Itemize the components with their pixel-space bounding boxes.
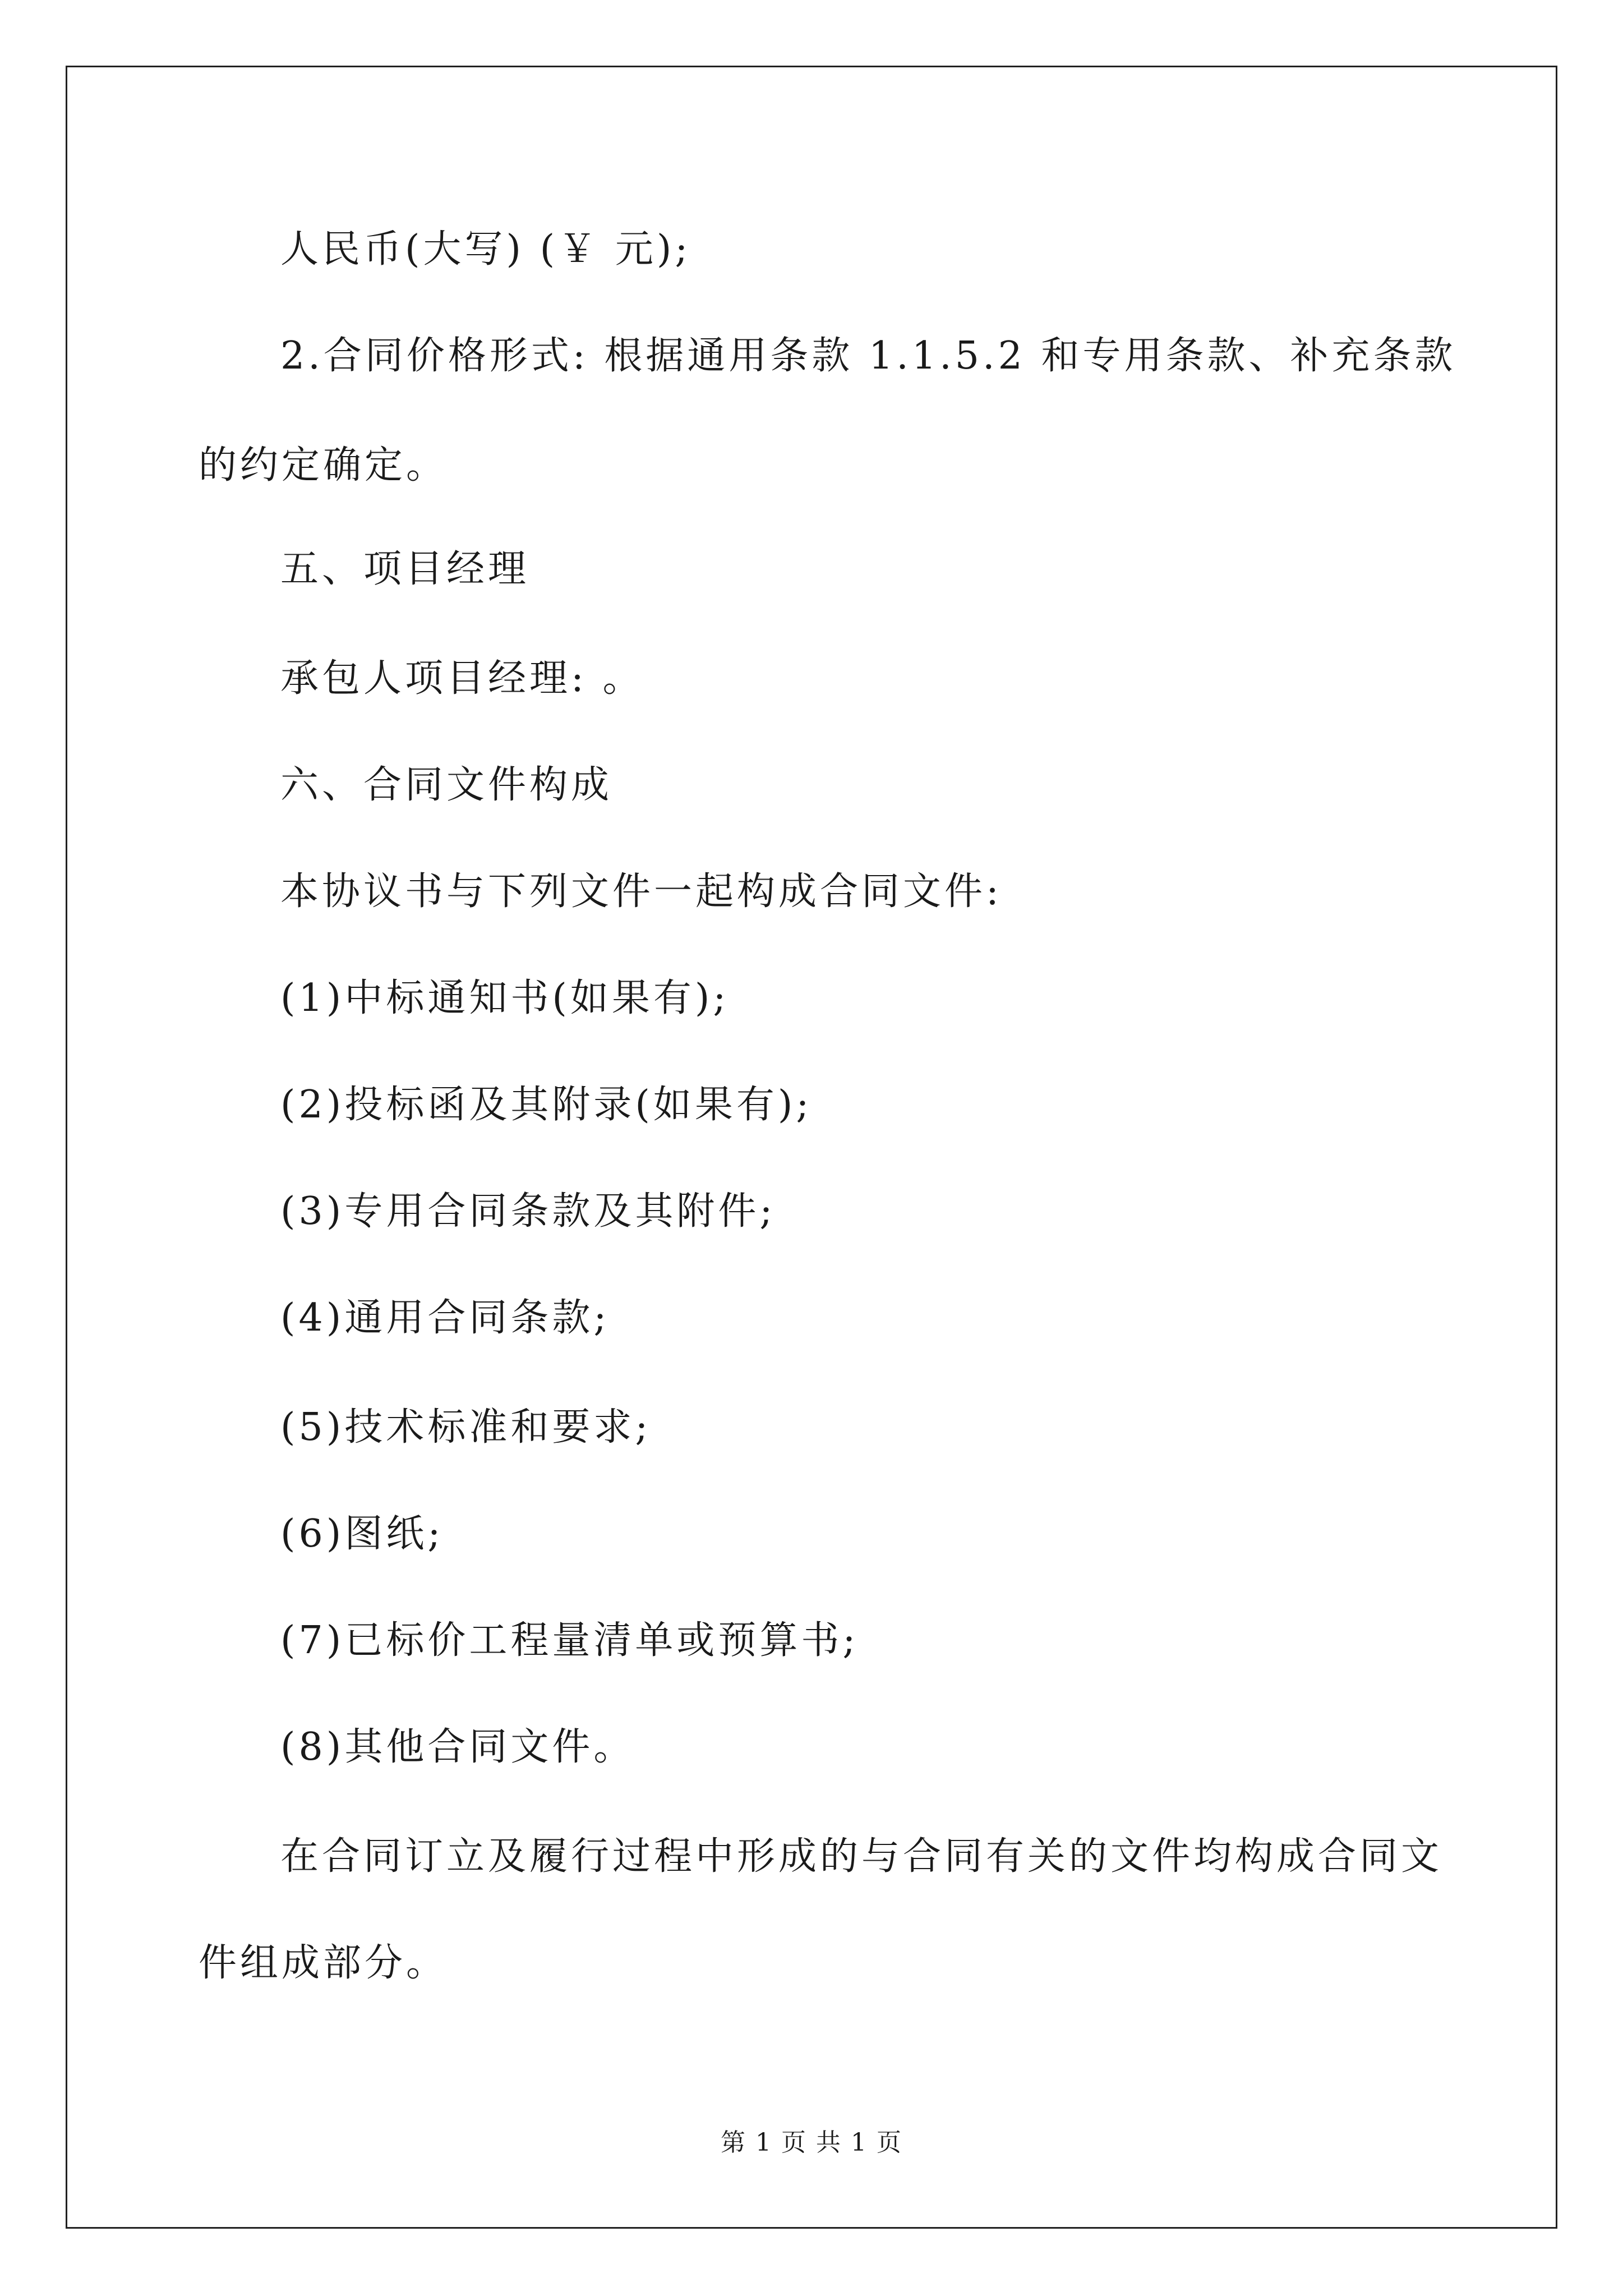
- list-item-6: (6)图纸;: [280, 1512, 444, 1556]
- list-item-7: (7)已标价工程量清单或预算书;: [280, 1618, 859, 1663]
- text-line-contractor-pm: 承包人项目经理: 。: [280, 656, 644, 701]
- section-heading-contract-docs: 六、合同文件构成: [280, 763, 613, 807]
- list-item-1: (1)中标通知书(如果有);: [280, 976, 730, 1020]
- list-item-8: (8)其他合同文件。: [280, 1725, 635, 1769]
- list-item-4: (4)通用合同条款;: [280, 1296, 610, 1340]
- text-line-price-form: 2.合同价格形式: 根据通用条款 1.1.5.2 和专用条款、补充条款: [280, 334, 1456, 378]
- page-footer: 第 1 页 共 1 页: [721, 2128, 902, 2157]
- text-line-currency: 人民币(大写) (￥ 元);: [280, 227, 691, 272]
- list-item-3: (3)专用合同条款及其附件;: [280, 1189, 776, 1234]
- section-heading-project-manager: 五、项目经理: [280, 547, 530, 591]
- list-item-2: (2)投标函及其附录(如果有);: [280, 1083, 813, 1127]
- text-line-formation-cont: 件组成部分。: [199, 1941, 448, 1985]
- text-line-agreement: 本协议书与下列文件一起构成合同文件:: [280, 869, 1002, 914]
- text-line-formation: 在合同订立及履行过程中形成的与合同有关的文件均构成合同文: [280, 1834, 1443, 1879]
- list-item-5: (5)技术标准和要求;: [280, 1405, 652, 1450]
- text-line-price-form-cont: 的约定确定。: [199, 443, 448, 487]
